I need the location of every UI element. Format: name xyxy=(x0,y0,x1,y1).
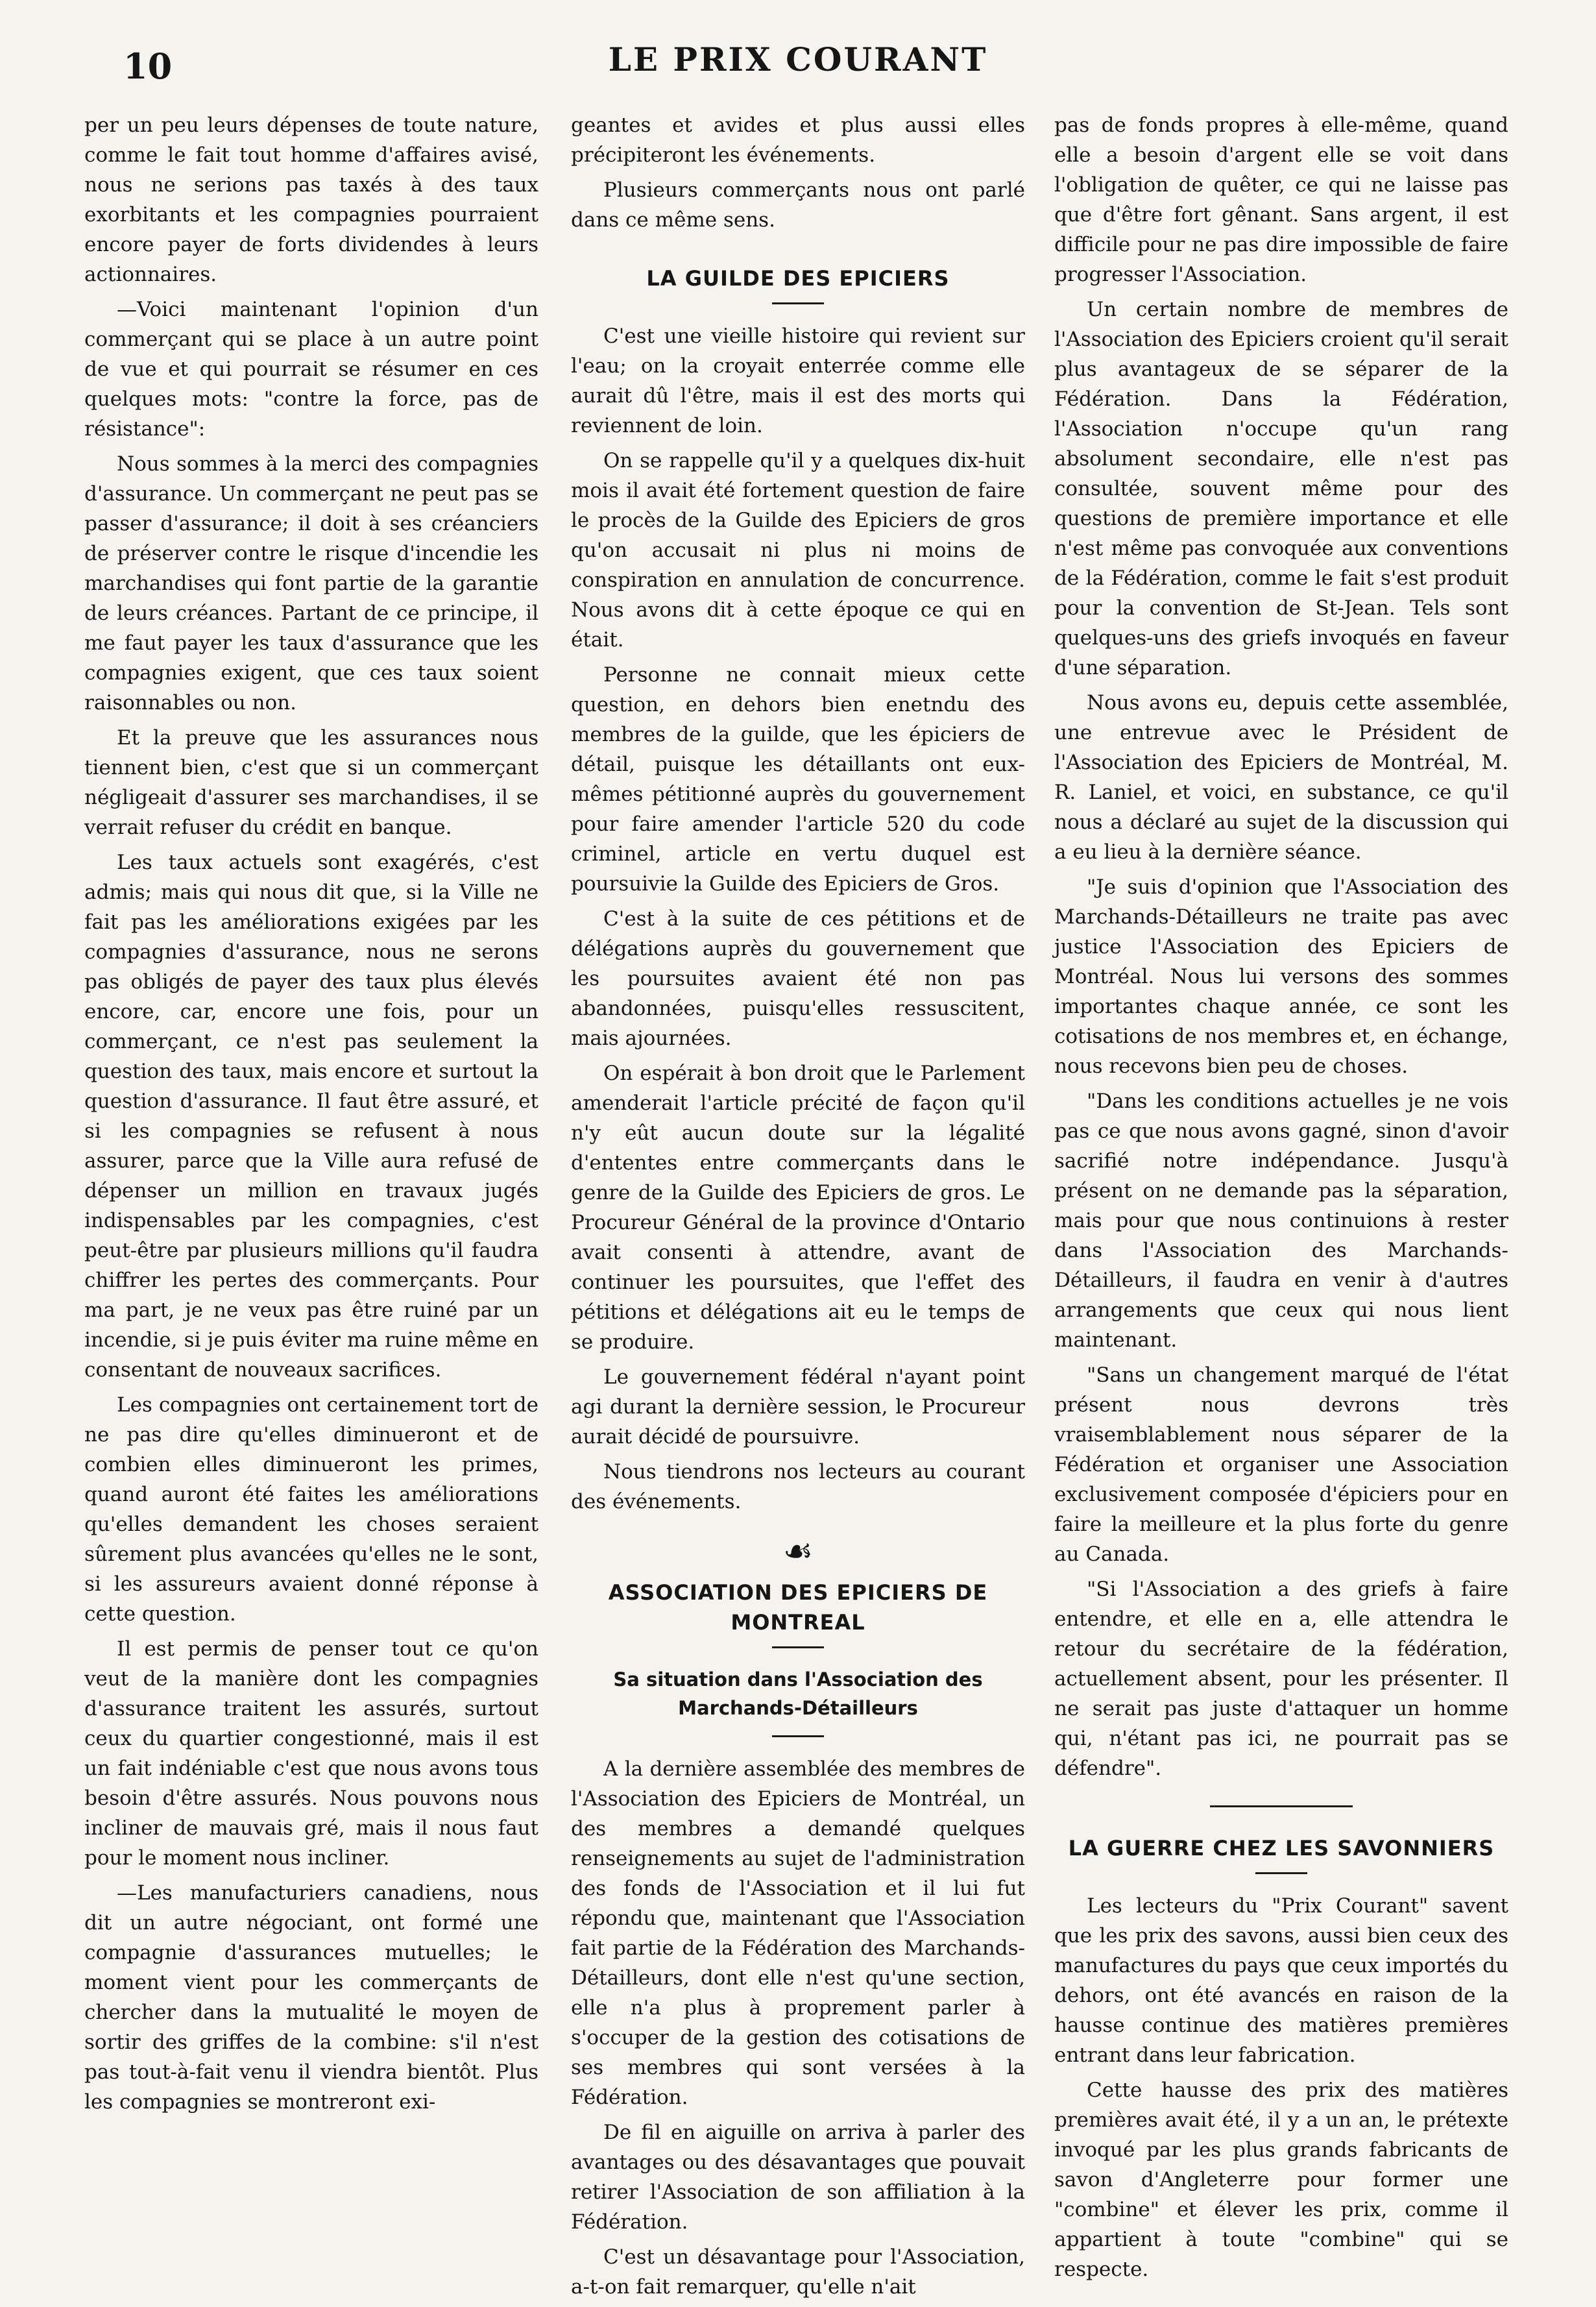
paragraph: "Sans un changement marqué de l'état présent nous devrons très vraisemblablement nous séparer de la Fédération et organiser une Association exclusivement composée d'épiciers pour en faire la meilleure et la plus forte du genre au Canada. xyxy=(1054,1363,1508,1566)
paragraph: A la dernière assemblée des membres de l'Association des Epiciers de Montréal, un des membres a demandé quelques renseignements au sujet de l'administration des fonds de l'Association et il lui fut répondu que, maintenant que l'Association fait partie de la Fédération des Marchands-Détailleurs, dont elle n'est qu'une section, elle n'a plus à proprement parler à s'occuper de la gestion des cotisations de ses membres qui sont versées à la Fédération. xyxy=(571,1757,1025,2109)
paragraph: Les compagnies ont certainement tort de ne pas dire qu'elles diminueront et de combien elles diminueront les primes, quand auront été faites les améliorations qu'elles demandent les choses seraient sûrement plus avancées qu'elles ne le sont, si les assureurs avaient donné réponse à cette question. xyxy=(84,1393,538,1626)
paragraph: —Voici maintenant l'opinion d'un commerçant qui se place à un autre point de vue et qui pourrait se résumer en ces quelques mots: "contre la force, pas de résistance": xyxy=(84,298,538,441)
paragraph: De fil en aiguille on arriva à parler des avantages ou des désavantages que pouvait retirer l'Association de son affiliation à la Fédération. xyxy=(571,2121,1025,2234)
paragraph: Et la preuve que les assurances nous tiennent bien, c'est que si un commerçant négligeait d'assurer ses marchandises, il se verrait refuser du crédit en banque. xyxy=(84,726,538,839)
paragraph: C'est à la suite de ces pétitions et de délégations auprès du gouvernement que les poursuites avaient été non pas abandonnées, puisqu'elles ressuscitent, mais ajournées. xyxy=(571,907,1025,1050)
paragraph: On espérait à bon droit que le Parlement amenderait l'article précité de façon qu'il n'y eût aucun doute sur la légalité d'ententes entre commerçants dans le genre de la Guilde des Epiciers de gros. Le Procureur Général de la province d'Ontario avait consenti à attendre, avant de continuer les poursuites, que l'effet des pétitions et délégations ait eu le temps de se produire. xyxy=(571,1062,1025,1354)
paragraph: Les lecteurs du "Prix Courant" savent que les prix des savons, aussi bien ceux des manufactures du pays que ceux importés du dehors, ont été avancés en raison de la hausse continue des matières premières entrant dans leur fabrication. xyxy=(1054,1894,1508,2067)
paragraph: "Je suis d'opinion que l'Association des Marchands-Détailleurs ne traite pas avec justice l'Association des Epiciers de Montréal. Nous lui versons des sommes importantes chaque année, ce sont les cotisations de nos membres et, en échange, nous recevons bien peu de choses. xyxy=(1054,875,1508,1078)
section-heading-guilde: LA GUILDE DES EPICIERS xyxy=(646,266,950,291)
column-2 xyxy=(571,110,1025,2307)
paragraph: pas de fonds propres à elle-même, quand elle a besoin d'argent elle se voit dans l'obligation de quêter, ce qui ne laisse pas que d'être fort gênant. Sans argent, il est difficile pour ne pas dire impossible de faire progresser l'Association. xyxy=(1054,114,1508,286)
column-1 xyxy=(84,110,538,2122)
paragraph: C'est un désavantage pour l'Association, a-t-on fait remarquer, qu'elle n'ait xyxy=(571,2245,1025,2299)
heading-rule xyxy=(772,1646,824,1648)
paragraph: Les taux actuels sont exagérés, c'est admis; mais qui nous dit que, si la Ville ne fait pas les améliorations exigées par les compagnies d'assurance, nous ne serons pas obligés de payer des taux plus élevés encore, car, encore une fois, pour un commerçant, ce n'est pas seulement la question des taux, mais encore et surtout la question d'assurance. Il faut être assuré, et si les compagnies se refusent à nous assurer, parce que la Ville aura refusé de dépenser un million en travaux jugés indispensables par les compagnies, c'est peut-être par plusieurs millions qu'il faudra chiffrer les pertes des commerçants. Pour ma part, je ne veux pas être ruiné par un incendie, si je puis éviter ma ruine même en consentant de nouveaux sacrifices. xyxy=(84,851,538,1382)
paragraph: Cette hausse des prix des matières premières avait été, il y a un an, le prétexte invoqué par les plus grands fabricants de savon d'Angleterre pour former une "combine" et élever les prix, comme il appartient à toute "combine" qui se respecte. xyxy=(1054,2079,1508,2281)
section-heading-savonniers: LA GUERRE CHEZ LES SAVONNIERS xyxy=(1068,1836,1495,1861)
paragraph: "Dans les conditions actuelles je ne vois pas ce que nous avons gagné, sinon d'avoir sacrifié notre indépendance. Jusqu'à présent on ne demande pas la séparation, mais pour que nous continuions à rester dans l'Association des Marchands-Détailleurs, il faudra en venir à d'autres arrangements que ceux qui nous lient maintenant. xyxy=(1054,1090,1508,1352)
heading-rule xyxy=(772,302,824,304)
paragraph: Le gouvernement fédéral n'ayant point agi durant la dernière session, le Procureur aurait décidé de poursuivre. xyxy=(571,1365,1025,1448)
column-3 xyxy=(1054,110,1508,2289)
section-divider xyxy=(1210,1805,1353,1807)
paragraph: Nous tiendrons nos lecteurs au courant des événements. xyxy=(571,1460,1025,1513)
paragraph: C'est une vieille histoire qui revient sur l'eau; on la croyait enterrée comme elle aurait dû l'être, mais il est des morts qui reviennent de loin. xyxy=(571,324,1025,437)
paragraph: On se rappelle qu'il y a quelques dix-huit mois il avait été fortement question de faire le procès de la Guilde des Epiciers de gros qu'on accusait ni plus ni moins de conspiration en annulation de concurrence. Nous avons dit à cette époque ce qui en était. xyxy=(571,449,1025,652)
paragraph: Il est permis de penser tout ce qu'on veut de la manière dont les compagnies d'assurance traitent les assurés, surtout ceux du quartier congestionné, mais il est un fait indéniable c'est que nous avons tous besoin d'être assurés. Nous pouvons nous incliner de mauvais gré, mais il nous faut pour le moment nous incliner. xyxy=(84,1637,538,1870)
paragraph: —Les manufacturiers canadiens, nous dit un autre négociant, ont formé une compagnie d'assurances mutuelles; le moment vient pour les commerçants de chercher dans la mutualité le moyen de sortir des griffes de la combine: s'il n'est pas tout-à-fait venu il viendra bientôt. Plus les compagnies se montreront exi- xyxy=(84,1881,538,2114)
paragraph: "Si l'Association a des griefs à faire entendre, et elle en a, elle attendra le retour du secrétaire de la fédération, actuellement absent, pour les présenter. Il ne serait pas juste d'attaquer un homme qui, n'étant pas ici, ne pourrait pas se défendre". xyxy=(1054,1578,1508,1780)
page-number: 10 xyxy=(123,45,173,87)
running-head: LE PRIX COURANT xyxy=(608,40,988,79)
paragraph: Nous sommes à la merci des compagnies d'assurance. Un commerçant ne peut pas se passer d'assurance; il doit à ses créanciers de préserver contre le risque d'incendie les marchandises qui font partie de la garantie de leurs créances. Partant de ce principe, il me faut payer les taux d'assurance que les compagnies exigent, que ces taux soient raisonnables ou non. xyxy=(84,452,538,714)
paragraph: Un certain nombre de membres de l'Association des Epiciers croient qu'il serait plus avantageux de se séparer de la Fédération. Dans la Fédération, l'Association n'occupe qu'un rang absolument secondaire, elle n'est pas consultée, souvent même pour des questions de première importance et elle n'est même pas convoquée aux conventions de la Fédération, comme le fait s'est produit pour la convention de St-Jean. Tels sont quelques-uns des griefs invoqués en faveur d'une séparation. xyxy=(1054,298,1508,679)
section-subheading: Sa situation dans l'Association des Marchands-Détailleurs xyxy=(613,1668,983,1719)
paragraph: per un peu leurs dépenses de toute nature, comme le fait tout homme d'affaires avisé, nous ne serions pas taxés à des taux exorbitants et les compagnies pourraient encore payer de forts dividendes à leurs actionnaires. xyxy=(84,114,538,286)
ornament-icon: ☙ xyxy=(782,1532,814,1571)
paragraph: Nous avons eu, depuis cette assemblée, une entrevue avec le Président de l'Association des Epiciers de Montréal, M. R. Laniel, et voici, en substance, ce qu'il nous a déclaré au sujet de la discussion qui a eu lieu à la dernière séance. xyxy=(1054,691,1508,864)
heading-rule xyxy=(1255,1872,1307,1874)
section-heading-association: ASSOCIATION DES EPICIERS DE MONTREAL xyxy=(608,1580,988,1635)
paragraph: geantes et avides et plus aussi elles précipiteront les événements. xyxy=(571,114,1025,167)
paragraph: Personne ne connait mieux cette question, en dehors bien enetndu des membres de la guilde, que les épiciers de détail, puisque les détaillants ont eux-mêmes pétitionné auprès du gouvernement pour faire amender l'article 520 du code criminel, article en vertu duquel est poursuivie la Guilde des Epiciers de Gros. xyxy=(571,663,1025,896)
paragraph: Plusieurs commerçants nous ont parlé dans ce même sens. xyxy=(571,178,1025,232)
heading-rule xyxy=(772,1735,824,1737)
